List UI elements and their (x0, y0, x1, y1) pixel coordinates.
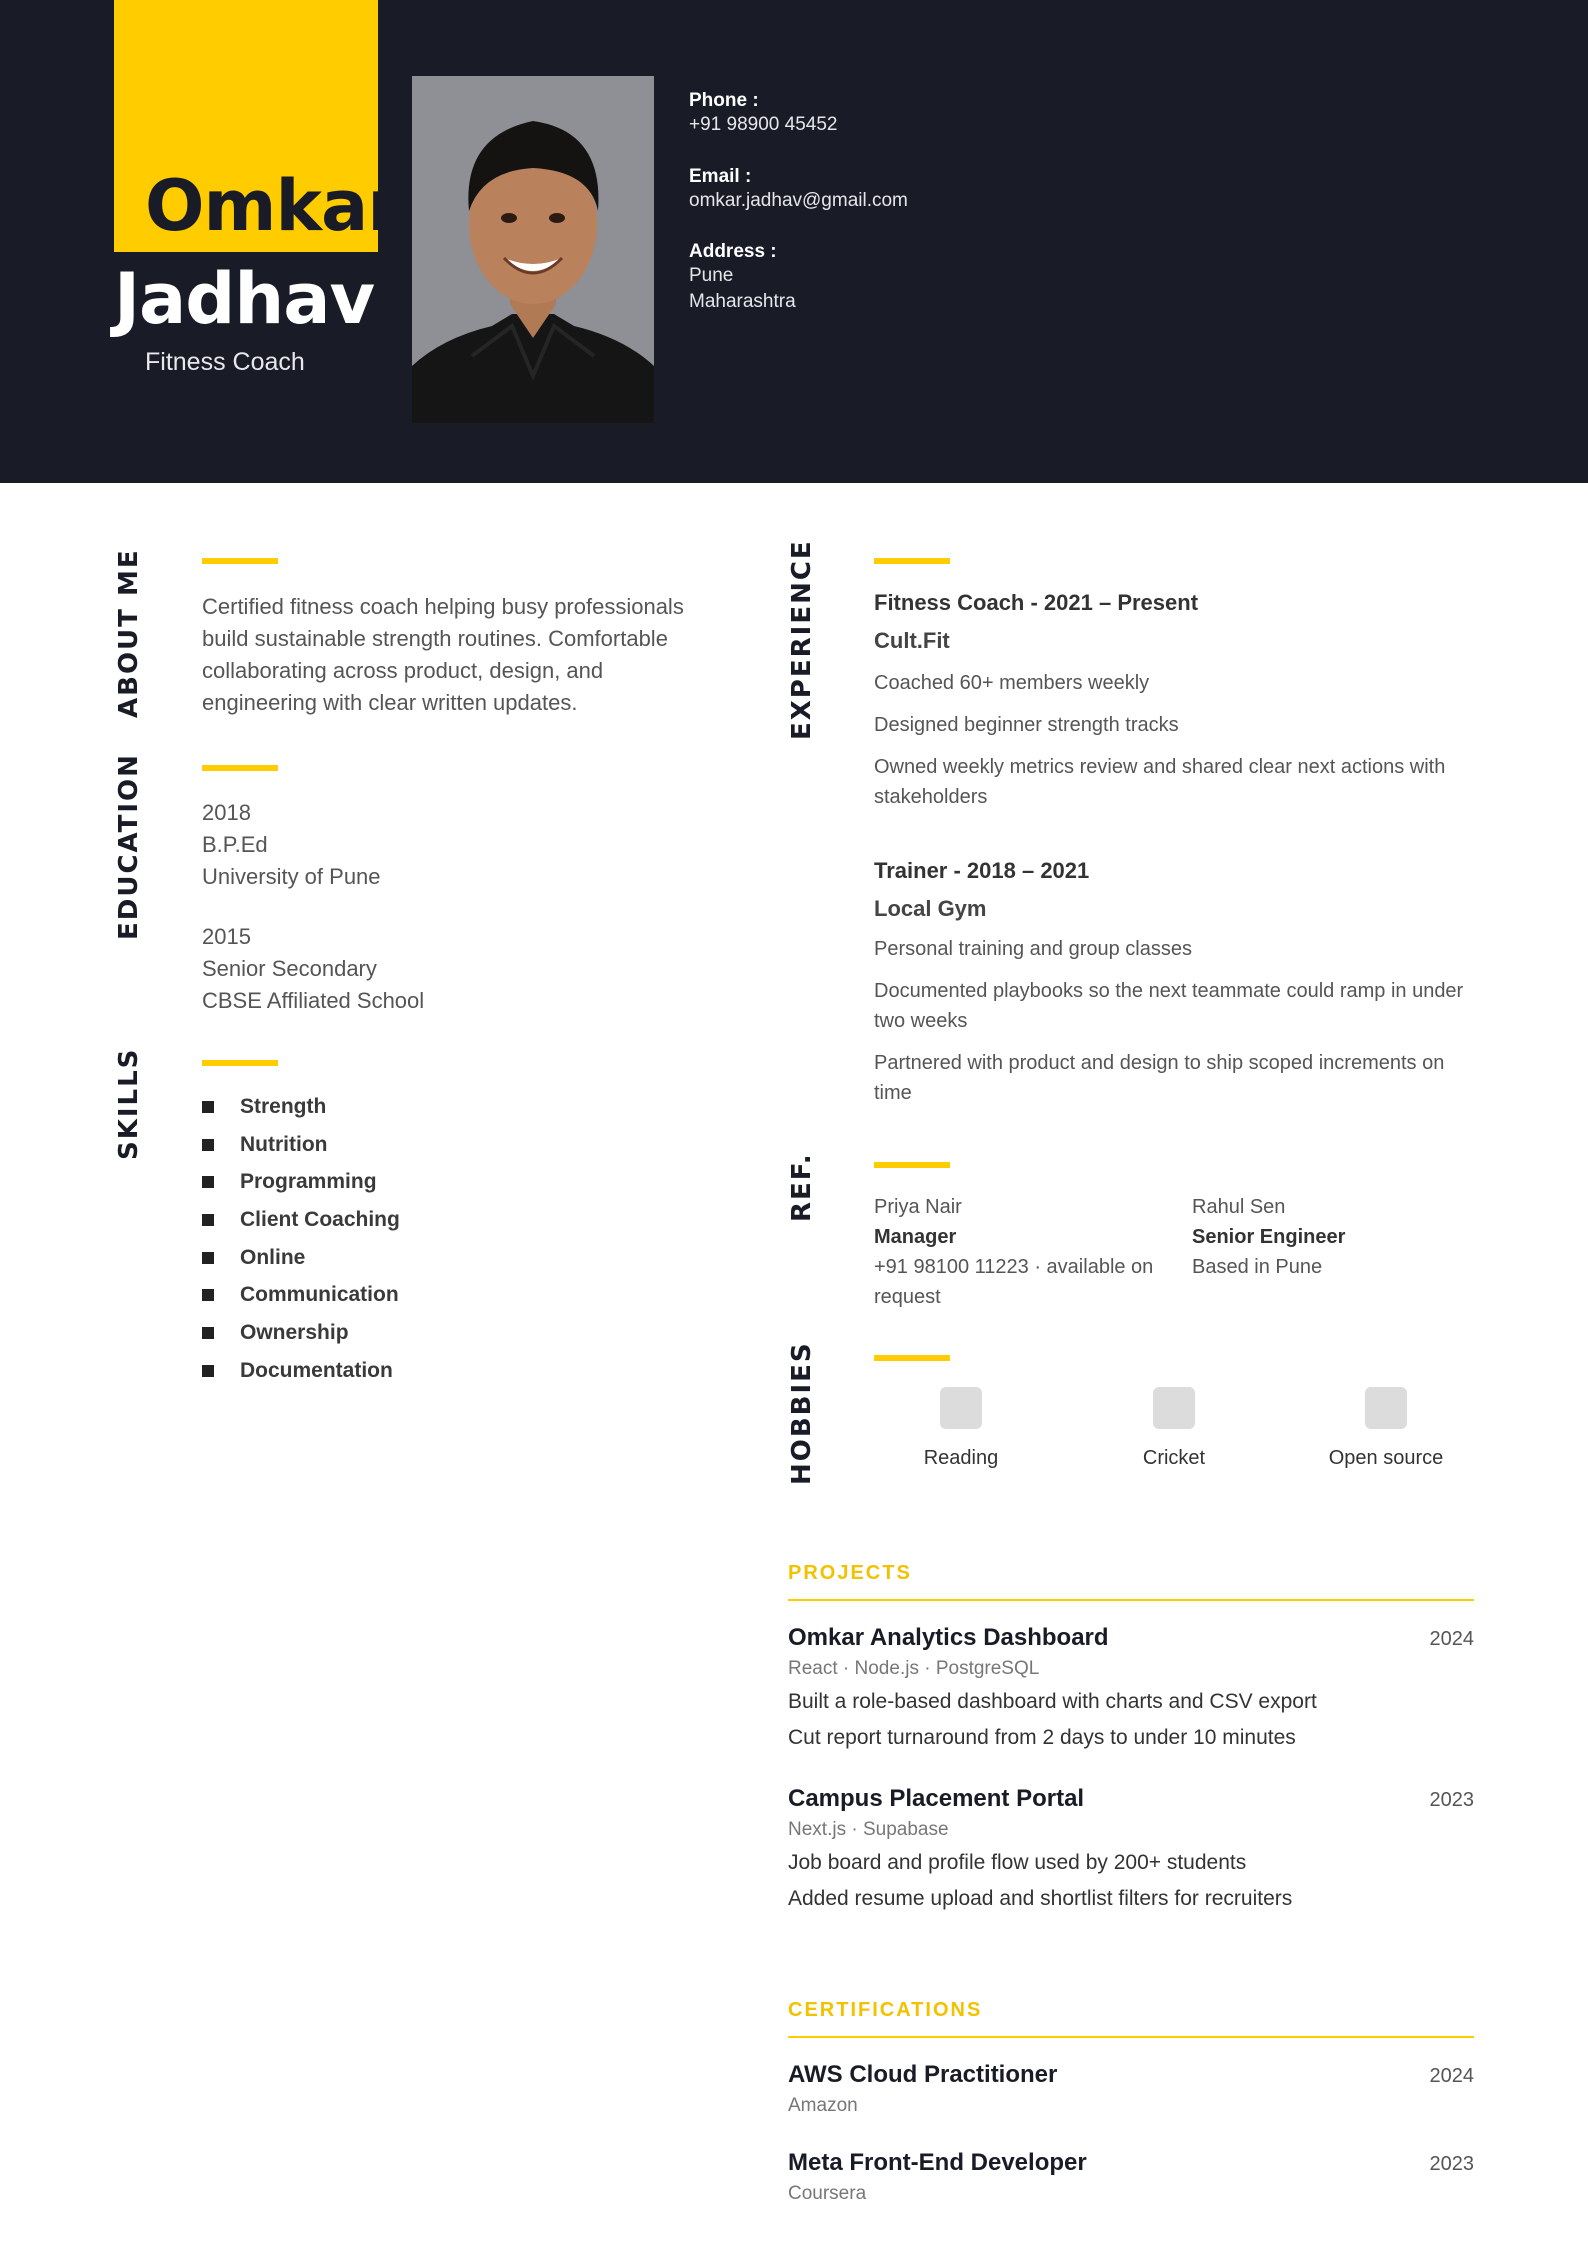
certification-issuer: Coursera (788, 2183, 867, 2204)
education-section-label: EDUCATION (114, 753, 144, 940)
job-item: Owned weekly metrics review and shared clear next actions with stakeholders (874, 756, 1446, 808)
address-line1: Pune (689, 265, 734, 286)
reference-role: Manager (874, 1226, 957, 1248)
skill-item: Communication (202, 1276, 400, 1314)
profile-photo (412, 76, 654, 423)
experience-section-label: EXPERIENCE (787, 539, 817, 740)
project-line: Job board and profile flow used by 200+ students (788, 1851, 1247, 1874)
project-title: Campus Placement Portal (788, 1785, 1085, 1812)
about-text: Certified fitness coach helping busy professionals build sustainable strength routines. Comfortable collaborating across product, design, and engineering with clear written updates. (202, 594, 684, 715)
experience-accent-bar (874, 558, 950, 564)
contact-phone (689, 90, 837, 138)
education-school: University of Pune (202, 864, 381, 889)
last-name: Jadhav (114, 258, 375, 340)
certification-title: Meta Front-End Developer (788, 2149, 1087, 2176)
bullet-square-icon (202, 1365, 214, 1377)
certification-title: AWS Cloud Practitioner (788, 2061, 1058, 2088)
hobby-item (1286, 1387, 1486, 1470)
education-degree: Senior Secondary (202, 956, 377, 981)
skill-item: Client Coaching (202, 1201, 400, 1239)
certification-year: 2024 (1429, 2065, 1474, 2087)
hobby-label: Reading (923, 1447, 999, 1469)
bullet-square-icon (202, 1214, 214, 1226)
education-year: 2015 (202, 924, 251, 949)
bullet-square-icon (202, 1101, 214, 1113)
skill-item: Online (202, 1239, 400, 1277)
experience-job (874, 590, 1474, 812)
bullet-square-icon (202, 1139, 214, 1151)
job-item: Documented playbooks so the next teammate could ramp in under two weeks (874, 980, 1464, 1032)
skill-item: Documentation (202, 1352, 400, 1390)
job-item: Partnered with product and design to ship scoped increments on time (874, 1052, 1445, 1104)
skill-item: Nutrition (202, 1126, 400, 1164)
hobby-label: Cricket (1142, 1447, 1206, 1469)
project-stack: Next.js · Supabase (788, 1819, 949, 1840)
certifications-heading: CERTIFICATIONS (788, 1999, 1474, 2038)
certification-year: 2023 (1429, 2153, 1474, 2175)
project-stack: React · Node.js · PostgreSQL (788, 1658, 1040, 1679)
reference-person (874, 1192, 1164, 1312)
references-section-label: REF. (787, 1152, 817, 1222)
education-year: 2018 (202, 800, 251, 825)
reference-detail: +91 98100 11223 · available on request (874, 1256, 1154, 1308)
project-entry (788, 1624, 1474, 1756)
reference-detail: Based in Pune (1192, 1256, 1323, 1278)
education-entry (202, 797, 381, 893)
bullet-square-icon (202, 1289, 214, 1301)
hobbies-section-label: HOBBIES (787, 1341, 817, 1485)
skill-item: Ownership (202, 1314, 400, 1352)
hobby-label: Open source (1328, 1447, 1444, 1469)
cricket-icon (1153, 1387, 1195, 1429)
certification-entry (788, 2149, 1474, 2205)
reference-person (1192, 1192, 1482, 1282)
project-line: Cut report turnaround from 2 days to under 10 minutes (788, 1726, 1296, 1749)
about-accent-bar (202, 558, 278, 564)
skills-accent-bar (202, 1060, 278, 1066)
resume-header (0, 0, 1588, 483)
phone-value[interactable]: +91 98900 45452 (689, 114, 838, 135)
book-icon (940, 1387, 982, 1429)
certification-issuer: Amazon (788, 2095, 858, 2116)
job-item: Personal training and group classes (874, 938, 1192, 960)
hobbies-accent-bar (874, 1355, 950, 1361)
skill-item: Programming (202, 1163, 400, 1201)
projects-heading: PROJECTS (788, 1562, 1474, 1601)
reference-role: Senior Engineer (1192, 1226, 1346, 1248)
first-name: Omkar (145, 165, 401, 247)
job-title: Trainer - 2018 – 2021 (874, 858, 1090, 883)
project-line: Built a role-based dashboard with charts and CSV export (788, 1690, 1317, 1713)
address-label: Address : (689, 241, 777, 262)
skill-item: Strength (202, 1088, 400, 1126)
certification-entry (788, 2061, 1474, 2117)
job-org: Cult.Fit (874, 628, 950, 653)
email-label: Email : (689, 166, 752, 187)
phone-label: Phone : (689, 90, 759, 111)
reference-name: Rahul Sen (1192, 1196, 1286, 1218)
contact-email (689, 166, 908, 214)
reference-name: Priya Nair (874, 1196, 962, 1218)
project-entry (788, 1785, 1474, 1917)
skills-list (202, 1088, 400, 1390)
education-degree: B.P.Ed (202, 832, 268, 857)
references-accent-bar (874, 1162, 950, 1168)
job-item: Coached 60+ members weekly (874, 672, 1150, 694)
code-icon (1365, 1387, 1407, 1429)
about-section-label: ABOUT ME (114, 548, 144, 718)
education-entry (202, 921, 424, 1017)
education-school: CBSE Affiliated School (202, 988, 425, 1013)
bullet-square-icon (202, 1327, 214, 1339)
project-year: 2023 (1429, 1789, 1474, 1811)
education-accent-bar (202, 765, 278, 771)
email-value[interactable]: omkar.jadhav@gmail.com (689, 190, 908, 211)
project-line: Added resume upload and shortlist filters for recruiters (788, 1887, 1293, 1910)
project-title: Omkar Analytics Dashboard (788, 1624, 1109, 1651)
address-line2: Maharashtra (689, 291, 796, 312)
job-role: Fitness Coach (145, 348, 305, 376)
job-item: Designed beginner strength tracks (874, 714, 1179, 736)
experience-job (874, 858, 1474, 1108)
hobby-item (1074, 1387, 1274, 1470)
skills-section-label: SKILLS (114, 1047, 144, 1160)
person-avatar-icon (412, 76, 654, 423)
job-title: Fitness Coach - 2021 – Present (874, 590, 1199, 615)
bullet-square-icon (202, 1176, 214, 1188)
project-year: 2024 (1429, 1628, 1474, 1650)
job-org: Local Gym (874, 896, 987, 921)
bullet-square-icon (202, 1252, 214, 1264)
contact-address (689, 241, 796, 315)
hobby-item (861, 1387, 1061, 1470)
